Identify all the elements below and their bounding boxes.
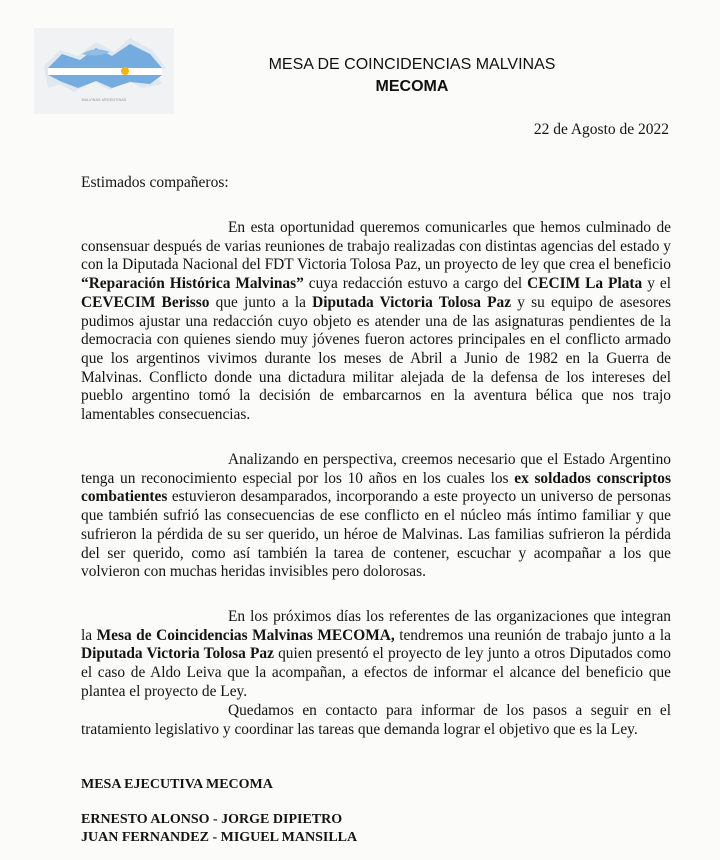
signature-title: MESA EJECUTIVA MECOMA xyxy=(81,777,273,792)
paragraph-4 xyxy=(81,702,671,739)
p1-text-5: y su equipo de asesores pudimos ajustar una redacción cuyo objeto es atender una de las asignaturas pendientes de la democracia con quienes siendo muy jóvenes fueron actores principales en el conflicto armado que los argentinos vivimos durante los meses de Abril a Junio de 1982 en la Guerra de Malvinas. Conflicto donde una dictadura militar alejada de la defensa de los intereses del pueblo argentino tomó la decisión de embarcarnos en la aventura bélica que nos trajo lamentables consecuencias. xyxy=(81,293,671,424)
organization-acronym: MECOMA xyxy=(375,78,449,95)
p3-bold-diputada: Diputada Victoria Tolosa Paz xyxy=(81,645,274,663)
p1-bold-benefit: “Reparación Histórica Malvinas” xyxy=(81,275,304,293)
malvinas-logo xyxy=(34,28,174,114)
p3-text-2: tendremos una reunión de trabajo junto a la xyxy=(394,626,671,644)
logo-caption: MALVINAS ARGENTINAS xyxy=(81,98,127,102)
p1-bold-cecim: CECIM La Plata xyxy=(527,275,643,293)
paragraph-1 xyxy=(81,219,671,425)
paragraph-3 xyxy=(81,608,671,702)
p1-text-2: cuya redacción estuvo a cargo del xyxy=(303,275,528,293)
letter-greeting: Estimados compañeros: xyxy=(81,174,229,191)
p2-text-2: estuvieron desamparados, incorporando a este proyecto un universo de personas que también sufrió las consecuencias de ese conflicto en el núcleo más íntimo familiar y que sufrieron la pérdida de su ser querido, un héroe de Malvinas. Las familias sufrieron la pérdida del ser querido, como así también la tarea de contener, escuchar y acompañar a los que volvieron con muchas heridas invisibles pero dolorosas. xyxy=(81,488,671,581)
p4-text-1: Quedamos en contacto para informar de los pasos a seguir en el tratamiento legislativo y coordinar las tareas que demanda lograr el objetivo que es la Ley. xyxy=(81,702,671,738)
p1-bold-diputada: Diputada Victoria Tolosa Paz xyxy=(312,293,512,311)
p2-bold-soldados: ex soldados conscriptos combatientes xyxy=(81,469,671,506)
p1-bold-cevecim: CEVECIM Berisso xyxy=(81,293,210,311)
p2-text-1: Analizando en perspectiva, creemos necesario que el Estado Argentino tenga un reconocimiento especial por los 10 años en los cuales los xyxy=(81,451,671,487)
letter-date: 22 de Agosto de 2022 xyxy=(533,121,669,138)
p3-bold-mecoma: Mesa de Coincidencias Malvinas MECOMA, xyxy=(96,626,395,644)
signature-names-2: JUAN FERNANDEZ - MIGUEL MANSILLA xyxy=(81,830,358,845)
paragraph-2 xyxy=(81,451,671,582)
organization-name: MESA DE COINCIDENCIAS MALVINAS xyxy=(268,56,556,73)
p1-text-4: que junto a la xyxy=(209,293,313,311)
p3-text-1: En los próximos días los referentes de las organizaciones que integran la xyxy=(81,608,671,644)
signature-names-1: ERNESTO ALONSO - JORGE DIPIETRO xyxy=(81,812,343,827)
p1-text-1: En esta oportunidad queremos comunicarles que hemos culminado de consensuar después de varias reuniones de trabajo realizadas con distintas agencias del estado y con la Diputada Nacional del FDT Victoria Tolosa Paz, un proyecto de ley que crea el beneficio xyxy=(81,219,671,274)
p1-text-3: y el xyxy=(642,275,671,293)
p3-text-3: quien presentó el proyecto de ley junto a otros Diputados como el caso de Aldo Leiva que la acompañan, a efectos de informar el alcance del beneficio que plantea el proyecto de Ley. xyxy=(81,645,671,700)
